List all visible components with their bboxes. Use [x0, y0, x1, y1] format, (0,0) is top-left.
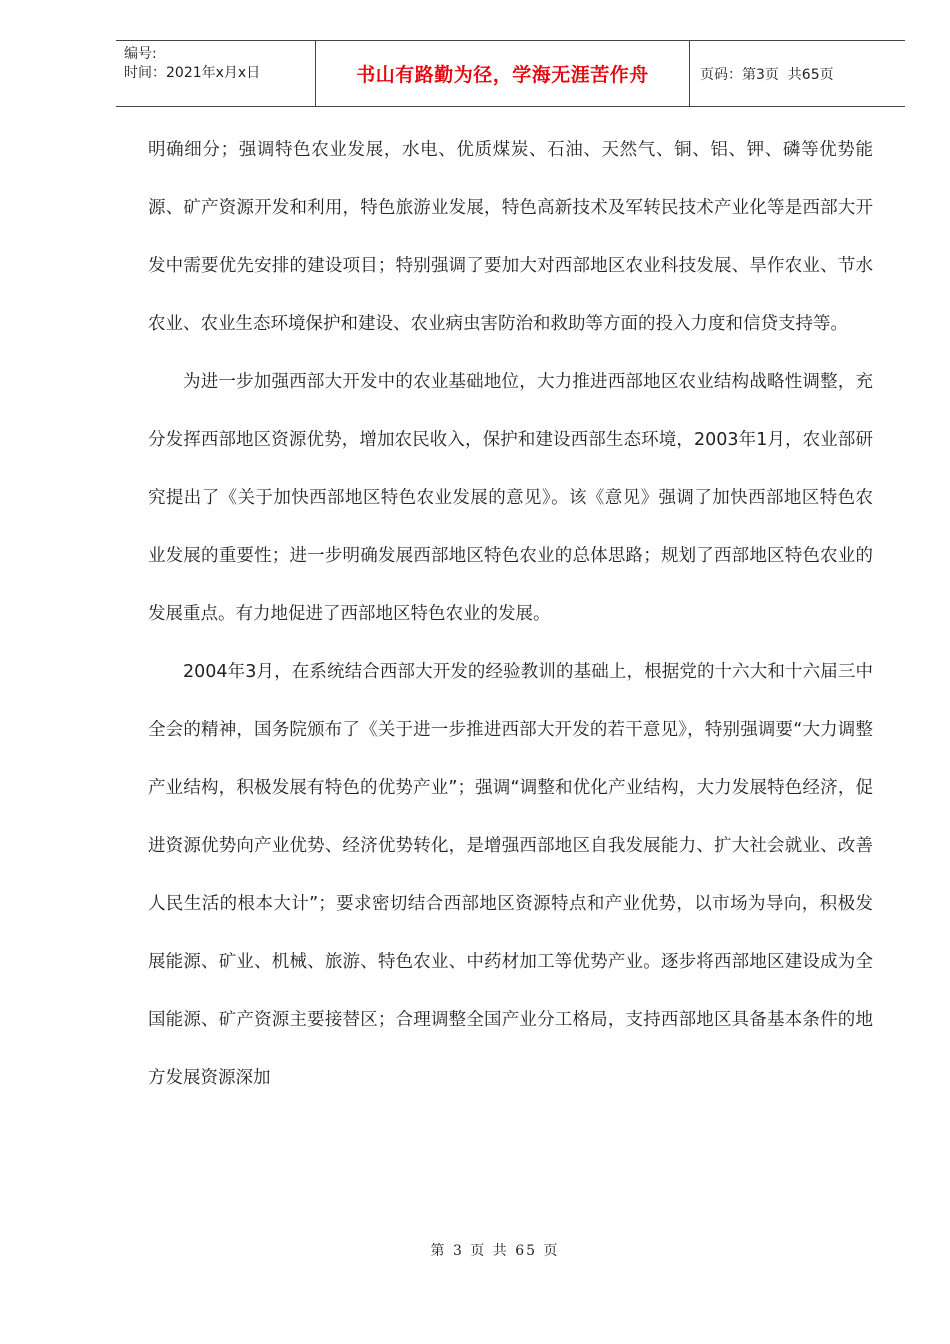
number-label: 编号: — [124, 46, 157, 62]
document-header — [116, 40, 905, 107]
paragraph-continued: 明确细分；强调特色农业发展，水电、优质煤炭、石油、天然气、铜、铝、钾、磷等优势能源、矿产资源开发和利用，特色旅游业发展，特色高新技术及军转民技术产业化等是西部大开发中需要优先安排的建设项目；特别强调了要加大对西部地区农业科技发展、旱作农业、节水农业、农业生态环境保护和建设、农业病虫害防治和救助等方面的投入力度和信贷支持等。 — [148, 140, 873, 334]
header-page-cell — [690, 41, 905, 106]
header-motto-cell — [316, 41, 690, 106]
motto-text: 书山有路勤为径，学海无涯苦作舟 — [356, 64, 649, 86]
time-label: 时间：2021年x月x日 — [124, 65, 261, 81]
document-body — [148, 121, 873, 1107]
header-meta-cell — [116, 41, 316, 106]
page-footer: 第 3 页 共 65 页 — [430, 1243, 560, 1259]
paragraph: 2004年3月，在系统结合西部大开发的经验教训的基础上，根据党的十六大和十六届三中全会的精神，国务院颁布了《关于进一步推进西部大开发的若干意见》，特别强调要“大力调整产业结构，积极发展有特色的优势产业”；强调“调整和优化产业结构，大力发展特色经济，促进资源优势向产业优势、经济优势转化，是增强西部地区自我发展能力、扩大社会就业、改善人民生活的根本大计”；要求密切结合西部地区资源特点和产业优势，以市场为导向，积极发展能源、矿业、机械、旅游、特色农业、中药材加工等优势产业。逐步将西部地区建设成为全国能源、矿产资源主要接替区；合理调整全国产业分工格局，支持西部地区具备基本条件的地方发展资源深加 — [148, 662, 873, 1088]
page-indicator: 页码：第3页 共65页 — [700, 66, 834, 83]
paragraph: 为进一步加强西部大开发中的农业基础地位，大力推进西部地区农业结构战略性调整，充分发挥西部地区资源优势，增加农民收入，保护和建设西部生态环境，2003年1月，农业部研究提出了《关于加快西部地区特色农业发展的意见》。该《意见》强调了加快西部地区特色农业发展的重要性；进一步明确发展西部地区特色农业的总体思路；规划了西部地区特色农业的发展重点。有力地促进了西部地区特色农业的发展。 — [148, 372, 873, 624]
